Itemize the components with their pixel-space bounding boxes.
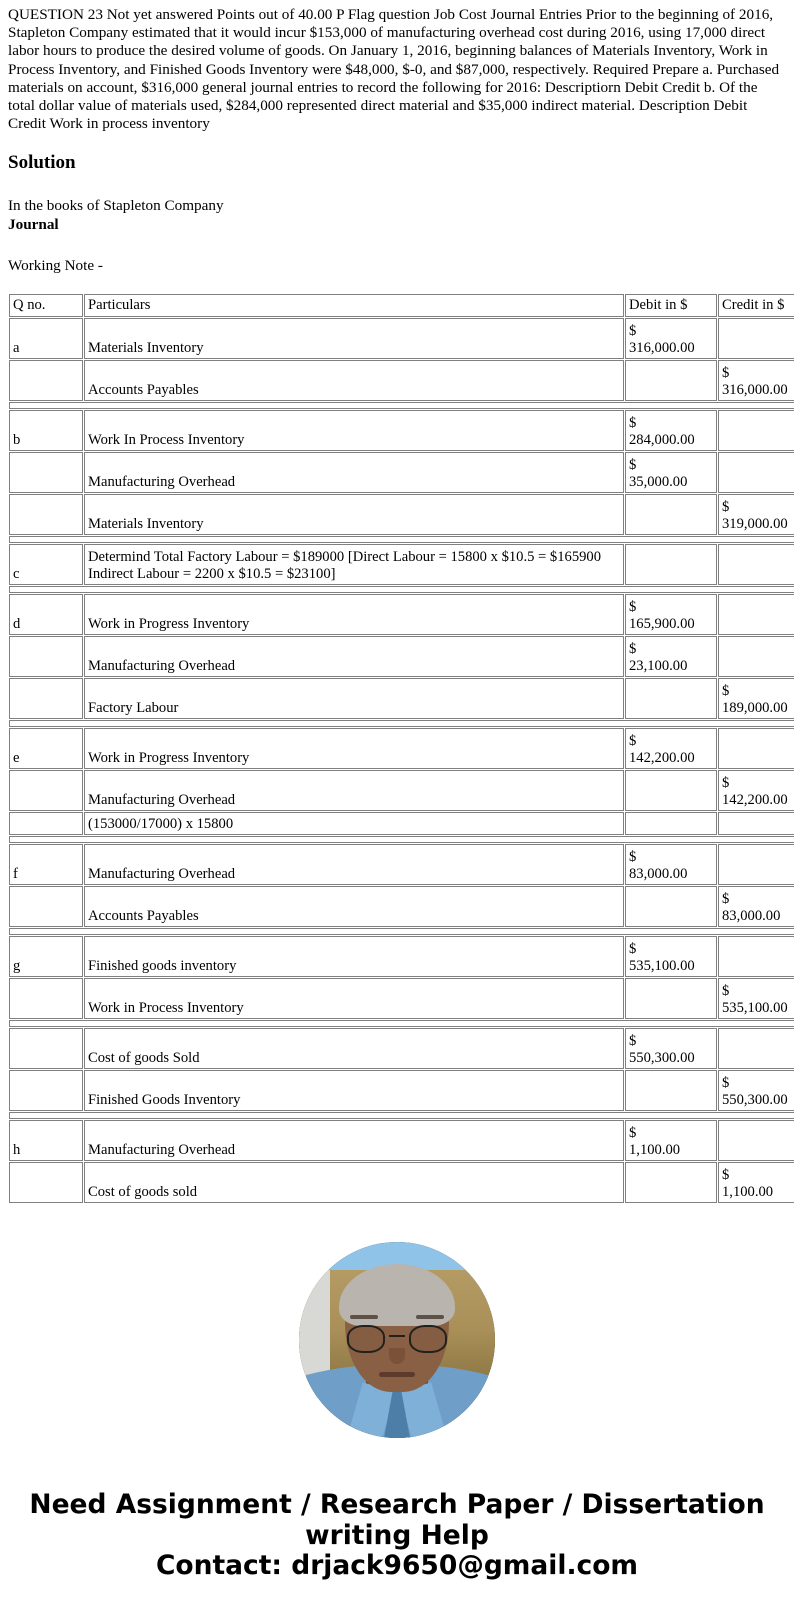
- journal-entries-table: [8, 293, 794, 1204]
- table-row: [9, 1120, 794, 1161]
- cell-q-no: [9, 1162, 83, 1203]
- cell-q-no: [9, 770, 83, 811]
- avatar-glasses-right-lens: [409, 1325, 447, 1353]
- cell-particulars: Work in Process Inventory: [84, 978, 624, 1019]
- cell-credit: [718, 812, 794, 835]
- table-row: [9, 936, 794, 977]
- group-separator: [9, 836, 794, 843]
- table-row: [9, 1162, 794, 1203]
- cell-debit: [625, 544, 717, 585]
- table-row: [9, 636, 794, 677]
- cell-q-no: a: [9, 318, 83, 359]
- cell-debit: $ 550,300.00: [625, 1028, 717, 1069]
- table-row: [9, 812, 794, 835]
- cell-particulars: Manufacturing Overhead: [84, 1120, 624, 1161]
- cell-debit: [625, 770, 717, 811]
- table-row: [9, 594, 794, 635]
- cell-credit: [718, 636, 794, 677]
- cell-q-no: d: [9, 594, 83, 635]
- cell-credit: $ 1,100.00: [718, 1162, 794, 1203]
- avatar-background-door: [299, 1270, 330, 1380]
- header-debit: Debit in $: [625, 294, 717, 317]
- table-row: [9, 844, 794, 885]
- table-row: [9, 728, 794, 769]
- avatar-container: [0, 1242, 794, 1438]
- table-row: [9, 318, 794, 359]
- cell-debit: [625, 978, 717, 1019]
- avatar-mouth: [379, 1372, 415, 1377]
- question-text: QUESTION 23 Not yet answered Points out of 40.00 P Flag question Job Cost Journal Entries Prior to the beginning of 2016, Stapleton Company estimated that it would incur $153,000 of manufacturing overhead cost during 2016, using 17,000 direct labor hours to produce the desired volume of goods. On January 1, 2016, beginning balances of Materials Inventory, Work in Process Inventory, and Finished Goods Inventory were $48,000, $-0, and $87,000, respectively. Required Prepare a. Purchased materials on account, $316,000 general journal entries to record the following for 2016: Descriptiorn Debit Credit b. Of the total dollar value of materials used, $284,000 represented direct material and $35,000 indirect material. Description Debit Credit Work in process inventory: [8, 6, 780, 133]
- cell-debit: $ 1,100.00: [625, 1120, 717, 1161]
- table-row: [9, 770, 794, 811]
- cell-particulars: Manufacturing Overhead: [84, 770, 624, 811]
- group-separator-cell: [9, 720, 794, 727]
- cell-particulars: Manufacturing Overhead: [84, 844, 624, 885]
- cell-q-no: [9, 452, 83, 493]
- cell-particulars: Determind Total Factory Labour = $189000 [Direct Labour = 15800 x $10.5 = $165900 Indirect Labour = 2200 x $10.5 = $23100]: [84, 544, 624, 585]
- cell-particulars: Cost of goods Sold: [84, 1028, 624, 1069]
- cell-particulars: Work In Process Inventory: [84, 410, 624, 451]
- table-row: [9, 360, 794, 401]
- header-credit: Credit in $: [718, 294, 794, 317]
- cell-q-no: h: [9, 1120, 83, 1161]
- table-row: [9, 1028, 794, 1069]
- cell-particulars: Materials Inventory: [84, 318, 624, 359]
- cell-credit: $ 189,000.00: [718, 678, 794, 719]
- cell-debit: $ 35,000.00: [625, 452, 717, 493]
- cell-q-no: [9, 1028, 83, 1069]
- cell-debit: $ 83,000.00: [625, 844, 717, 885]
- table-row: [9, 678, 794, 719]
- working-note-label: Working Note -: [8, 257, 103, 275]
- cell-q-no: [9, 494, 83, 535]
- group-separator: [9, 1020, 794, 1027]
- cell-particulars: Work in Progress Inventory: [84, 594, 624, 635]
- table-row: [9, 452, 794, 493]
- books-of-company-line: In the books of Stapleton Company: [8, 197, 224, 215]
- cell-particulars: Factory Labour: [84, 678, 624, 719]
- cell-q-no: b: [9, 410, 83, 451]
- cell-credit: [718, 410, 794, 451]
- footer-contact-banner: [0, 1490, 794, 1609]
- cell-q-no: [9, 360, 83, 401]
- cell-particulars: Cost of goods sold: [84, 1162, 624, 1203]
- table-row: [9, 1070, 794, 1111]
- table-row: [9, 410, 794, 451]
- cell-debit: [625, 886, 717, 927]
- cell-credit: [718, 452, 794, 493]
- cell-q-no: [9, 978, 83, 1019]
- group-separator: [9, 1112, 794, 1119]
- cell-debit: [625, 678, 717, 719]
- avatar: [299, 1242, 495, 1438]
- cell-q-no: [9, 1070, 83, 1111]
- cell-particulars: Finished goods inventory: [84, 936, 624, 977]
- cell-credit: [718, 594, 794, 635]
- cell-credit: $ 319,000.00: [718, 494, 794, 535]
- avatar-eyebrow-left: [350, 1315, 378, 1319]
- avatar-glasses-left-lens: [347, 1325, 385, 1353]
- cell-debit: [625, 812, 717, 835]
- group-separator: [9, 586, 794, 593]
- header-q-no: Q no.: [9, 294, 83, 317]
- cell-q-no: [9, 812, 83, 835]
- group-separator: [9, 928, 794, 935]
- cell-credit: $ 142,200.00: [718, 770, 794, 811]
- group-separator-cell: [9, 536, 794, 543]
- cell-particulars: Manufacturing Overhead: [84, 452, 624, 493]
- cell-credit: [718, 936, 794, 977]
- table-row: [9, 544, 794, 585]
- cell-debit: $ 284,000.00: [625, 410, 717, 451]
- group-separator-cell: [9, 928, 794, 935]
- cell-q-no: c: [9, 544, 83, 585]
- cell-credit: [718, 1028, 794, 1069]
- table-header-row: [9, 294, 794, 317]
- cell-particulars: Manufacturing Overhead: [84, 636, 624, 677]
- table-row: [9, 978, 794, 1019]
- avatar-eyebrow-right: [416, 1315, 444, 1319]
- cell-credit: [718, 318, 794, 359]
- cell-credit: $ 550,300.00: [718, 1070, 794, 1111]
- cell-credit: [718, 728, 794, 769]
- cell-q-no: e: [9, 728, 83, 769]
- cell-credit: $ 535,100.00: [718, 978, 794, 1019]
- table-row: [9, 494, 794, 535]
- cell-q-no: [9, 886, 83, 927]
- cell-credit: $ 316,000.00: [718, 360, 794, 401]
- group-separator: [9, 536, 794, 543]
- cell-particulars: Accounts Payables: [84, 886, 624, 927]
- cell-particulars: (153000/17000) x 15800: [84, 812, 624, 835]
- group-separator: [9, 402, 794, 409]
- avatar-glasses-bridge: [389, 1335, 405, 1338]
- table-row: [9, 886, 794, 927]
- cell-debit: $ 23,100.00: [625, 636, 717, 677]
- cell-q-no: [9, 636, 83, 677]
- cell-credit: [718, 1120, 794, 1161]
- group-separator-cell: [9, 402, 794, 409]
- group-separator-cell: [9, 586, 794, 593]
- cell-particulars: Finished Goods Inventory: [84, 1070, 624, 1111]
- cell-q-no: g: [9, 936, 83, 977]
- journal-table-body: [9, 294, 794, 1203]
- journal-label: Journal: [8, 216, 59, 234]
- cell-q-no: f: [9, 844, 83, 885]
- cell-debit: [625, 494, 717, 535]
- cell-particulars: Accounts Payables: [84, 360, 624, 401]
- cell-debit: [625, 360, 717, 401]
- group-separator-cell: [9, 836, 794, 843]
- footer-line-1: Need Assignment / Research Paper / Dissertation writing Help: [29, 1489, 765, 1551]
- solution-heading: Solution: [8, 151, 76, 173]
- cell-debit: [625, 1162, 717, 1203]
- footer-line-2: Contact: drjack9650@gmail.com: [155, 1549, 639, 1581]
- cell-debit: $ 316,000.00: [625, 318, 717, 359]
- cell-debit: $ 165,900.00: [625, 594, 717, 635]
- header-particulars: Particulars: [84, 294, 624, 317]
- avatar-nose: [389, 1348, 405, 1364]
- cell-credit: [718, 544, 794, 585]
- group-separator-cell: [9, 1020, 794, 1027]
- group-separator-cell: [9, 1112, 794, 1119]
- cell-debit: $ 142,200.00: [625, 728, 717, 769]
- group-separator: [9, 720, 794, 727]
- cell-debit: [625, 1070, 717, 1111]
- cell-particulars: Work in Progress Inventory: [84, 728, 624, 769]
- cell-credit: [718, 844, 794, 885]
- cell-debit: $ 535,100.00: [625, 936, 717, 977]
- cell-particulars: Materials Inventory: [84, 494, 624, 535]
- cell-q-no: [9, 678, 83, 719]
- cell-credit: $ 83,000.00: [718, 886, 794, 927]
